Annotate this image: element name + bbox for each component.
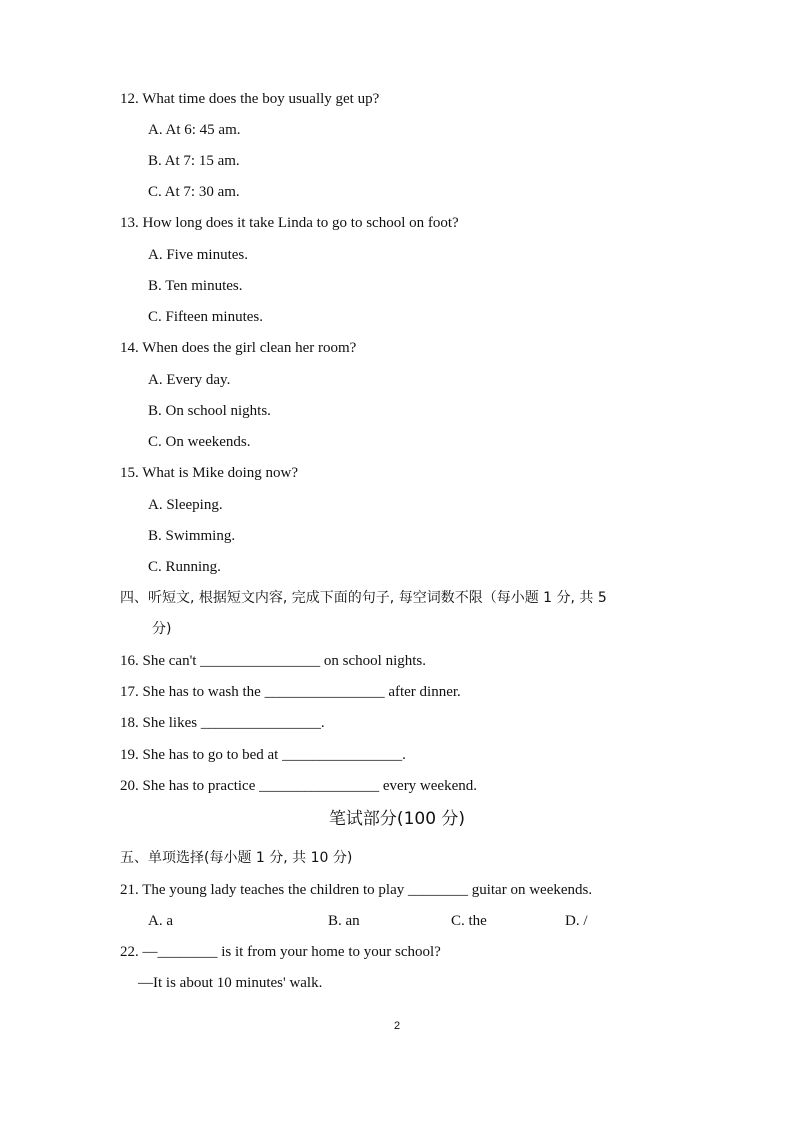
written-part-title: 笔试部分(100 分) (328, 809, 466, 829)
question-13-option-b: B. Ten minutes. (148, 278, 243, 294)
question-14-option-a: A. Every day. (148, 372, 231, 388)
question-21-option-b: B. an (328, 913, 360, 929)
question-15-stem: 15. What is Mike doing now? (120, 465, 299, 481)
section-4-heading: 四、听短文, 根据短文内容, 完成下面的句子, 每空词数不限（每小题 1 分, 共 5 (120, 590, 607, 606)
question-14-option-b: B. On school nights. (148, 403, 271, 419)
question-14-stem: 14. When does the girl clean her room? (120, 340, 357, 356)
question-22-stem: 22. —________ is it from your home to your school? (120, 944, 441, 960)
question-21-stem: 21. The young lady teaches the children to play ________ guitar on weekends. (120, 882, 593, 898)
question-12-stem: 12. What time does the boy usually get up? (120, 91, 380, 107)
question-14-option-c: C. On weekends. (148, 434, 251, 450)
question-22-answer: —It is about 10 minutes' walk. (138, 975, 323, 991)
question-21-option-d: D. / (565, 913, 588, 929)
question-13-option-a: A. Five minutes. (148, 247, 248, 263)
question-13-option-c: C. Fifteen minutes. (148, 309, 263, 325)
question-12-option-b: B. At 7: 15 am. (148, 153, 240, 169)
fill-in-20: 20. She has to practice ________________ every weekend. (120, 778, 477, 794)
question-12-option-c: C. At 7: 30 am. (148, 184, 240, 200)
question-15-option-b: B. Swimming. (148, 528, 236, 544)
fill-in-16: 16. She can't ________________ on school nights. (120, 653, 427, 669)
question-15-option-c: C. Running. (148, 559, 221, 575)
question-12-option-a: A. At 6: 45 am. (148, 122, 241, 138)
question-15-option-a: A. Sleeping. (148, 497, 223, 513)
question-21-option-a: A. a (148, 913, 173, 929)
fill-in-17: 17. She has to wash the ________________ after dinner. (120, 684, 461, 700)
section-4-heading-continued: 分) (152, 621, 172, 637)
fill-in-18: 18. She likes ________________. (120, 715, 325, 731)
question-13-stem: 13. How long does it take Linda to go to school on foot? (120, 215, 459, 231)
fill-in-19: 19. She has to go to bed at ________________. (120, 747, 406, 763)
section-5-heading: 五、单项选择(每小题 1 分, 共 10 分) (120, 850, 353, 866)
page-number: 2 (393, 1020, 401, 1032)
question-21-option-c: C. the (451, 913, 487, 929)
